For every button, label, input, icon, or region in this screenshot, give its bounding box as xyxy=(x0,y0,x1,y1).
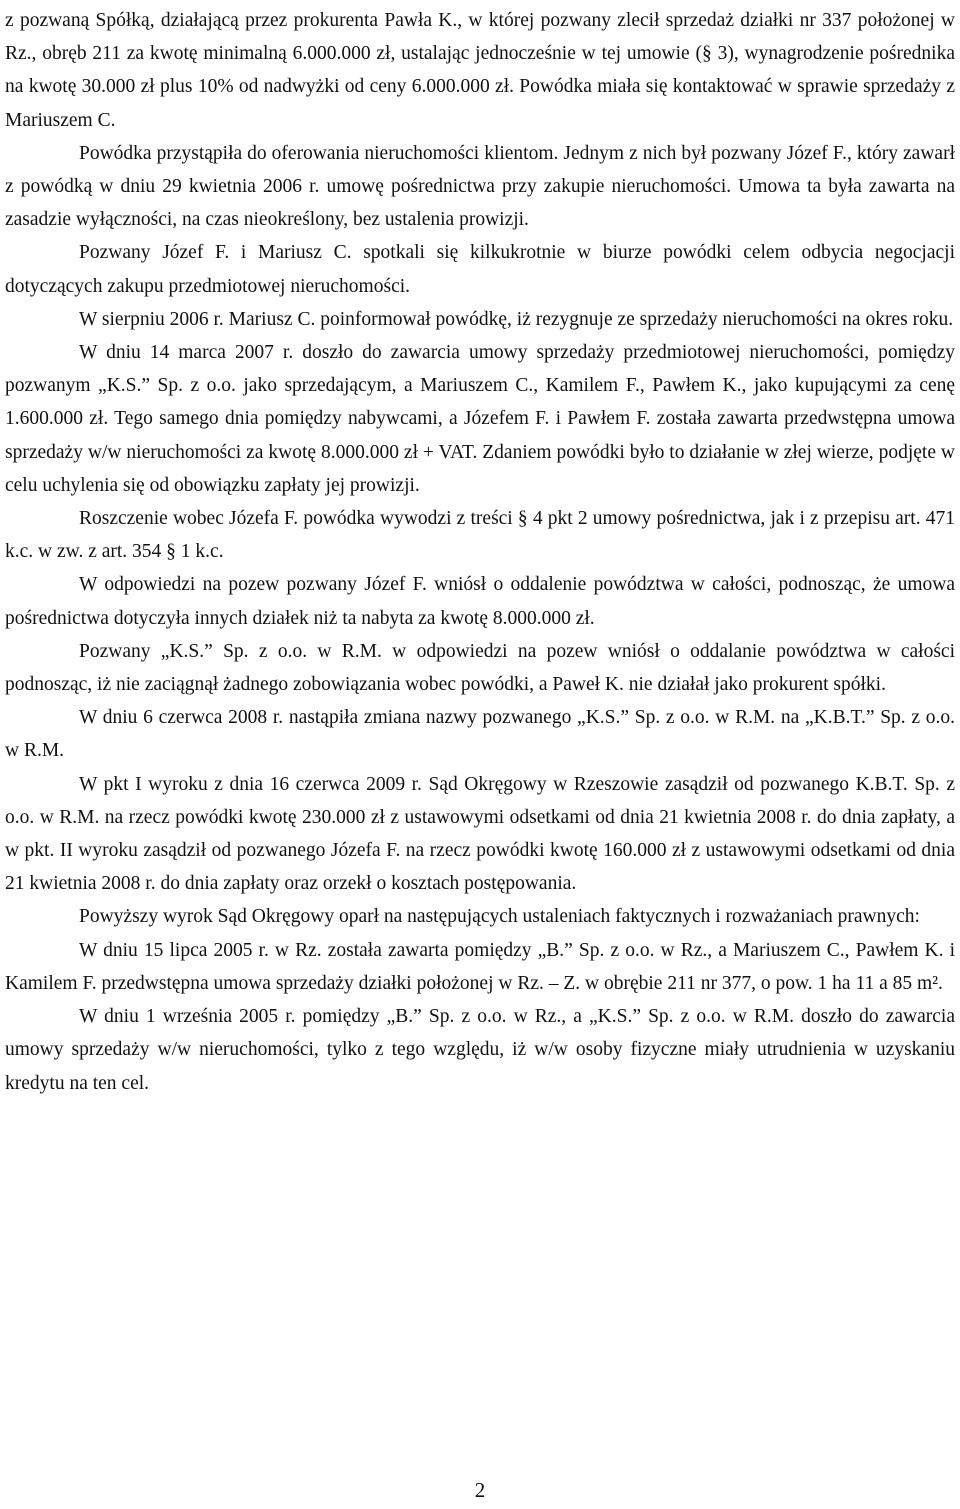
page-number: 2 xyxy=(474,1478,486,1502)
paragraph: z pozwaną Spółką, działającą przez prokurenta Pawła K., w której pozwany zlecił sprzedaż działki nr 337 położonej w Rz., obręb 211 za kwotę minimalną 6.000.000 zł, ustalając jednocześnie w tej umowie (§ 3), wynagrodzenie pośrednika na kwotę 30.000 zł plus 10% od nadwyżki od ceny 6.000.000 zł. Powódka miała się kontaktować w sprawie sprzedaży z Mariuszem C. xyxy=(5,10,955,131)
paragraph: Pozwany „K.S.” Sp. z o.o. w R.M. w odpowiedzi na pozew wniósł o oddalanie powództwa w całości podnosząc, iż nie zaciągnął żadnego zobowiązania wobec powódki, a Paweł K. nie działał jako prokurent spółki. xyxy=(5,640,955,696)
paragraph: W dniu 1 września 2005 r. pomiędzy „B.” Sp. z o.o. w Rz., a „K.S.” Sp. z o.o. w R.M. doszło do zawarcia umowy sprzedaży w/w nieruchomości, tylko z tego względu, iż w/w osoby fizyczne miały utrudnienia w uzyskaniu kredytu na ten cel. xyxy=(5,1006,955,1094)
paragraph: Powódka przystąpiła do oferowania nieruchomości klientom. Jednym z nich był pozwany Józef F., który zawarł z powódką w dniu 29 kwietnia 2006 r. umowę pośrednictwa przy zakupie nieruchomości. Umowa ta była zawarta na zasadzie wyłączności, na czas nieokreślony, bez ustalenia prowizji. xyxy=(5,142,955,231)
paragraph: W dniu 14 marca 2007 r. doszło do zawarcia umowy sprzedaży przedmiotowej nieruchomości, pomiędzy pozwanym „K.S.” Sp. z o.o. jako sprzedającym, a Mariuszem C., Kamilem F., Pawłem K., jako kupującymi za cenę 1.600.000 zł. Tego samego dnia pomiędzy nabywcami, a Józefem F. i Pawłem F. została zawarta przedwstępna umowa sprzedaży w/w nieruchomości za kwotę 8.000.000 zł + VAT. Zdaniem powódki było to działanie w złej wierze, podjęte w celu uchylenia się od obowiązku zapłaty jej prowizji. xyxy=(5,342,955,496)
paragraph: W pkt I wyroku z dnia 16 czerwca 2009 r. Sąd Okręgowy w Rzeszowie zasądził od pozwanego K.B.T. Sp. z o.o. w R.M. na rzecz powódki kwotę 230.000 zł z ustawowymi odsetkami od dnia 21 kwietnia 2008 r. do dnia zapłaty, a w pkt. II wyroku zasądził od pozwanego Józefa F. na rzecz powódki kwotę 160.000 zł z ustawowymi odsetkami od dnia 21 kwietnia 2008 r. do dnia zapłaty oraz orzekł o kosztach postępowania. xyxy=(5,773,955,895)
document-page xyxy=(5,0,955,1509)
paragraph: Roszczenie wobec Józefa F. powódka wywodzi z treści § 4 pkt 2 umowy pośrednictwa, jak i z przepisu art. 471 k.c. w zw. z art. 354 § 1 k.c. xyxy=(5,508,955,563)
paragraph: Pozwany Józef F. i Mariusz C. spotkali się kilkukrotnie w biurze powódki celem odbycia negocjacji dotyczących zakupu przedmiotowej nieruchomości. xyxy=(5,242,955,297)
paragraph: Powyższy wyrok Sąd Okręgowy oparł na następujących ustaleniach faktycznych i rozważaniach prawnych: xyxy=(79,906,920,928)
paragraph: W odpowiedzi na pozew pozwany Józef F. wniósł o oddalenie powództwa w całości, podnosząc, że umowa pośrednictwa dotyczyła innych działek niż ta nabyta za kwotę 8.000.000 zł. xyxy=(5,574,955,629)
paragraph: W sierpniu 2006 r. Mariusz C. poinformował powódkę, iż rezygnuje ze sprzedaży nieruchomości na okres roku. xyxy=(79,308,954,330)
paragraph: W dniu 15 lipca 2005 r. w Rz. została zawarta pomiędzy „B.” Sp. z o.o. w Rz., a Mariuszem C., Pawłem K. i Kamilem F. przedwstępna umowa sprzedaży działki położonej w Rz. – Z. w obrębie 211 nr 377, o pow. 1 ha 11 a 85 m². xyxy=(5,939,955,994)
paragraph: W dniu 6 czerwca 2008 r. nastąpiła zmiana nazwy pozwanego „K.S.” Sp. z o.o. w R.M. na „K.B.T.” Sp. z o.o. w R.M. xyxy=(5,707,955,762)
